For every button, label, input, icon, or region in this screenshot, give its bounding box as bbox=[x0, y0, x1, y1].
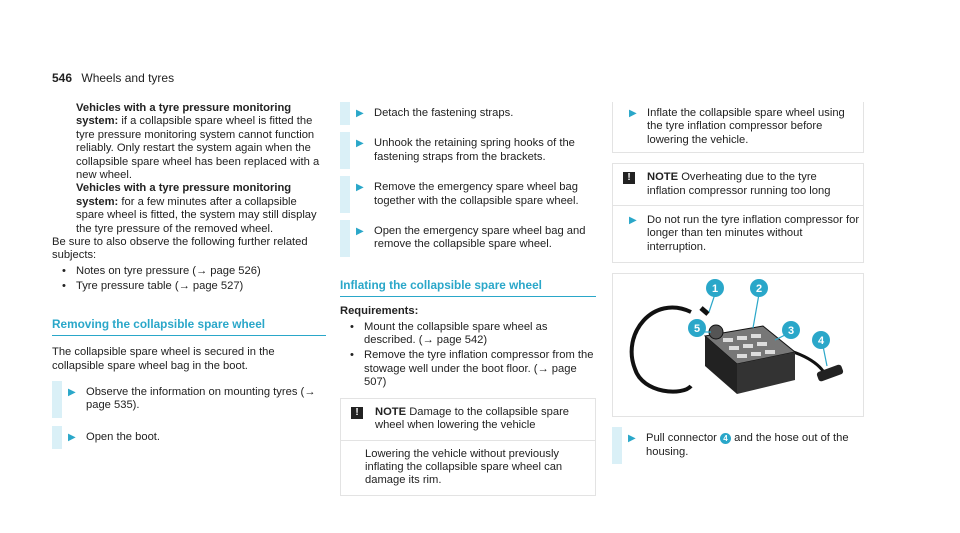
warning-icon: ! bbox=[623, 172, 635, 184]
tpms-paragraph-1 bbox=[52, 102, 326, 182]
step-text-pre: Pull connector bbox=[646, 432, 721, 445]
column-2 bbox=[340, 102, 596, 496]
step-text: Detach the fastening straps. bbox=[374, 107, 514, 119]
callout-5 bbox=[688, 319, 706, 337]
compressor-figure bbox=[612, 273, 864, 417]
note-overheating bbox=[612, 163, 864, 263]
step-inflate bbox=[613, 102, 863, 152]
step-open-boot bbox=[52, 426, 326, 449]
page-header bbox=[52, 72, 174, 85]
hose-connector bbox=[701, 308, 708, 314]
step-text: Inflate the collapsible spare wheel using the tyre inflation compressor before lowering the vehicle. bbox=[647, 107, 845, 146]
callout-3 bbox=[782, 321, 800, 339]
callout-1 bbox=[706, 279, 724, 297]
step-arrow-icon: ▶ bbox=[629, 215, 637, 227]
note-heading-text: Damage to the collapsible spare wheel when lowering the vehicle bbox=[375, 405, 570, 432]
observe-text: Be sure to also observe the following further related subjects: bbox=[52, 236, 308, 262]
step-pull-connector bbox=[612, 427, 864, 464]
hose bbox=[632, 308, 691, 392]
tpms-paragraph-2 bbox=[52, 182, 326, 236]
warning-icon: ! bbox=[351, 407, 363, 419]
related-link-tyre-pressure-table[interactable]: • Tyre pressure table (→ page 527) bbox=[52, 280, 326, 293]
step-arrow-icon: ▶ bbox=[356, 226, 364, 238]
step-text: Remove the emergency spare wheel bag together with the collapsible spare wheel. bbox=[374, 181, 579, 207]
svg-text:2: 2 bbox=[755, 283, 763, 296]
callout-4 bbox=[812, 331, 830, 349]
step-observe-mounting bbox=[52, 381, 326, 418]
note-heading-text: Overheating due to the tyre inflation compressor running too long bbox=[647, 171, 831, 197]
note-label: NOTE bbox=[647, 171, 679, 184]
step-text: Observe the information on mounting tyres (→ page 535). bbox=[86, 385, 316, 412]
removing-intro: The collapsible spare wheel is secured in the collapsible spare wheel bag in the boot. bbox=[52, 346, 275, 372]
svg-text:3: 3 bbox=[787, 325, 795, 338]
tpms-label-1: Vehicles with a tyre pressure monitoring system: bbox=[76, 102, 292, 128]
step-text: Open the emergency spare wheel bag and remove the collapsible spare wheel. bbox=[374, 225, 586, 251]
step-arrow-icon: ▶ bbox=[68, 386, 76, 398]
column-1 bbox=[52, 102, 326, 449]
step-arrow-icon: ▶ bbox=[356, 182, 364, 194]
tpms-text-1: if a collapsible spare wheel is fitted the tyre pressure monitoring system cannot function reliably. Only restart the system again when the collapsible spare wheel has been replaced with a new wheel. bbox=[76, 115, 320, 182]
svg-text:1: 1 bbox=[711, 283, 719, 296]
note-header bbox=[341, 399, 595, 441]
step-arrow-icon: ▶ bbox=[356, 108, 364, 119]
pressure-gauge bbox=[709, 325, 723, 339]
step-detach-straps bbox=[340, 102, 596, 125]
page-header-title: Wheels and tyres bbox=[81, 71, 175, 85]
svg-text:5: 5 bbox=[693, 323, 701, 336]
column-3 bbox=[612, 102, 864, 464]
requirements-label: Requirements: bbox=[340, 305, 419, 318]
step-text: Unhook the retaining spring hooks of the fastening straps from the brackets. bbox=[374, 137, 575, 163]
tpms-text-2: for a few minutes after a collapsible spare wheel is fitted, the system may still display the tyre pressure of the removed wheel. bbox=[76, 195, 317, 235]
connector-badge: 4 bbox=[720, 433, 731, 444]
step-remove-bag bbox=[340, 176, 596, 213]
step-arrow-icon: ▶ bbox=[68, 431, 76, 443]
step-do-not-run bbox=[613, 206, 863, 262]
compressor-illustration bbox=[613, 274, 863, 414]
note-label: NOTE bbox=[375, 405, 407, 418]
svg-text:4: 4 bbox=[817, 335, 825, 348]
page-number: 546 bbox=[52, 71, 73, 85]
tpms-label-2: Vehicles with a tyre pressure monitoring system: bbox=[76, 182, 292, 208]
step-arrow-icon: ▶ bbox=[356, 138, 364, 150]
note-damage-rim bbox=[340, 398, 596, 496]
inflate-step-box bbox=[612, 102, 864, 153]
step-arrow-icon: ▶ bbox=[628, 433, 636, 445]
step-text-post: and the hose out of the housing. bbox=[646, 432, 849, 458]
section-heading-removing: Removing the collapsible spare wheel bbox=[52, 318, 326, 336]
note-header bbox=[613, 164, 863, 206]
step-open-bag bbox=[340, 220, 596, 257]
step-text: Open the boot. bbox=[86, 430, 161, 443]
requirement-remove-compressor: • Remove the tyre inflation compressor from the stowage well under the boot floor. (→ page 507) bbox=[340, 349, 596, 389]
step-arrow-icon: ▶ bbox=[629, 108, 637, 119]
related-link-tyre-pressure-notes[interactable]: • Notes on tyre pressure (→ page 526) bbox=[52, 265, 326, 278]
step-unhook-springs bbox=[340, 132, 596, 169]
callout-2 bbox=[750, 279, 768, 297]
section-heading-inflating: Inflating the collapsible spare wheel bbox=[340, 279, 596, 297]
note-body: Lowering the vehicle without previously inflating the collapsible spare wheel can damage its rim. bbox=[365, 447, 563, 487]
requirement-mount: • Mount the collapsible spare wheel as described. (→ page 542) bbox=[340, 321, 596, 348]
step-text: Do not run the tyre inflation compressor for longer than ten minutes without interruption. bbox=[647, 214, 860, 253]
